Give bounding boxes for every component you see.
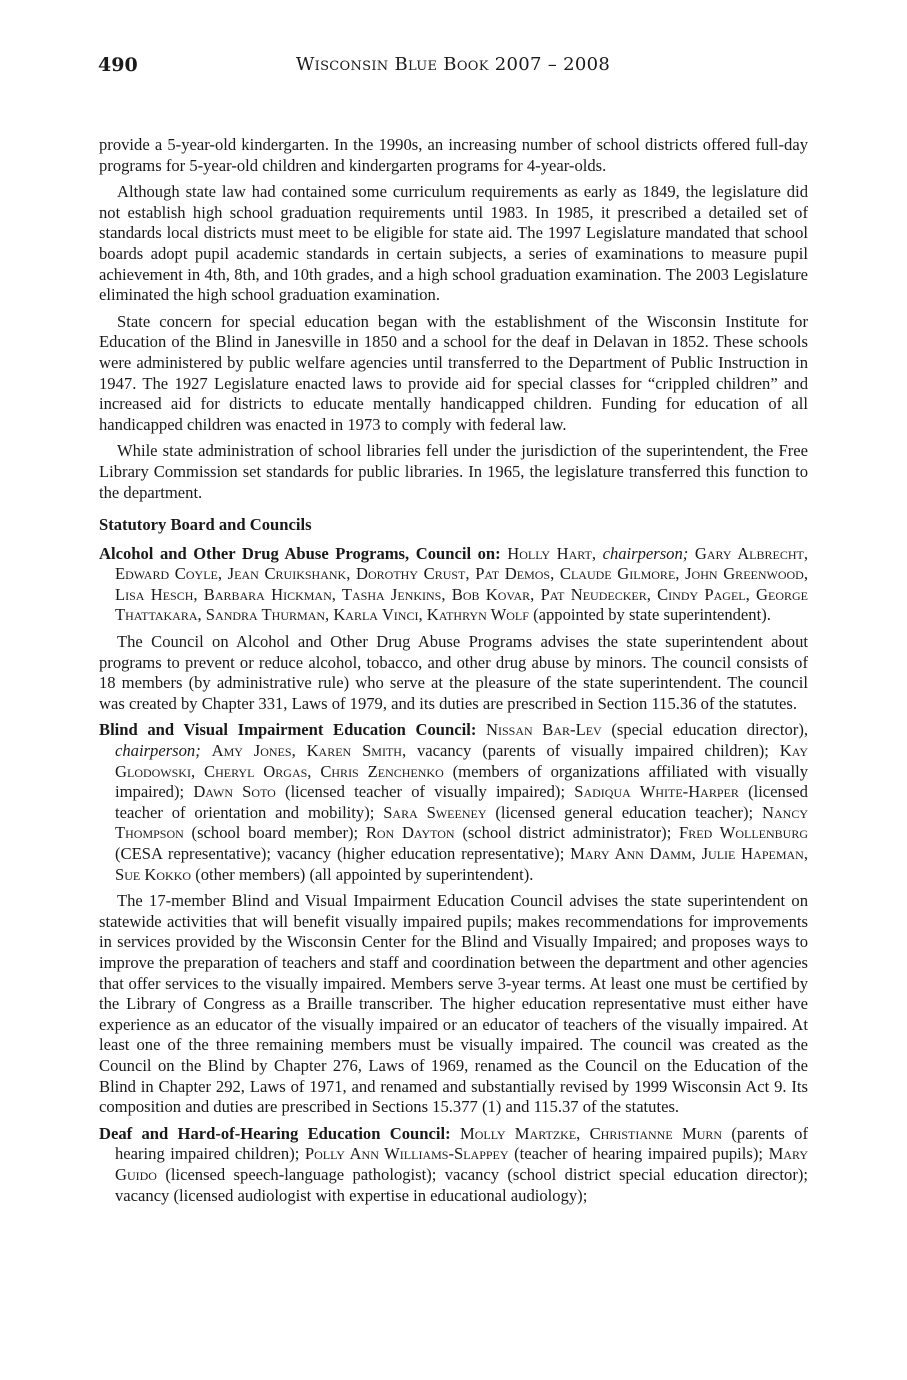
page-number: 490 <box>98 54 138 76</box>
chair-role: chairperson; <box>115 741 201 761</box>
paragraph-libraries: While state administration of school libraries fell under the jurisdiction of the superintendent, the Free Library Commission set standards for public libraries. In 1965, the legislature transferred this function to the department. <box>99 441 808 502</box>
running-title: Wisconsin Blue Book 2007 – 2008 <box>295 54 611 75</box>
member-name: Ron Dayton <box>365 823 455 843</box>
member-name: Nissan Bar-Lev <box>486 720 602 740</box>
member-name: Mary Ann Damm, Julie Hapeman, Sue Kokko <box>115 844 808 884</box>
paragraph-graduation-requirements: Although state law had contained some curriculum requirements as early as 1849, the legislature did not establish high school graduation requirements until 1983. In 1985, it prescribed a detailed set of standards local districts must meet to be eligible for state aid. The 1997 Legislature mandated that school boards adopt pupil academic standards in certain subjects, a series of examinations to measure pupil achievement in 4th, 8th, and 10th grades, and a high school graduation examination. The 2003 Legislature eliminated the high school graduation examination. <box>99 182 808 305</box>
paragraph-kindergarten: provide a 5-year-old kindergarten. In the 1990s, an increasing number of school districts offered full-day programs for 5-year-old children and kindergarten programs for 4-year-olds. <box>99 135 808 175</box>
member-role: (school board member); <box>191 823 359 843</box>
member-name: Sadiqua White-Harper <box>574 782 739 802</box>
member-role: (parents of hearing impaired children); <box>115 1123 808 1164</box>
page-header <box>98 54 808 84</box>
member-role: (members of organizations affiliated with visually impaired); <box>115 761 808 802</box>
member-role: (CESA representative); vacancy (higher education representative); <box>115 844 565 863</box>
entry-deaf-council <box>99 1124 808 1206</box>
member-name: Amy Jones, Karen Smith, <box>211 741 407 761</box>
member-name: Mary Guido <box>115 1144 808 1184</box>
member-name: Kay Glodowski, Cheryl Orgas, Chris Zenchenko <box>115 741 808 781</box>
member-role: (licensed teacher of orientation and mobility); <box>115 782 808 822</box>
member-role: (licensed general education teacher); <box>495 802 754 822</box>
member-role: (licensed teacher of visually impaired); <box>285 782 566 802</box>
member-name: Fred Wollenburg <box>679 823 808 843</box>
member-role: (other members) (all appointed by superintendent). <box>195 864 534 884</box>
description-alcohol-council: The Council on Alcohol and Other Drug Abuse Programs advises the state superintendent about programs to prevent or reduce alcohol, tobacco, and other drug abuse by minors. The council consists of 18 members (by administrative rule) who serve at the pleasure of the state superintendent. The council was created by Chapter 331, Laws of 1979, and its duties are prescribed in Section 115.36 of the statutes. <box>99 632 808 713</box>
member-role: (school district administrator); <box>462 823 672 843</box>
entry-term: Blind and Visual Impairment Education Council: <box>99 720 477 740</box>
member-name: Sara Sweeney <box>383 802 487 822</box>
member-name: Molly Martzke, Christianne Murn <box>459 1123 723 1143</box>
member-role: (teacher of hearing impaired pupils); <box>514 1144 763 1164</box>
page-body <box>99 135 808 1212</box>
chair-role: chairperson; <box>602 543 689 563</box>
member-name: Dawn Soto <box>193 782 276 802</box>
member-role: vacancy (parents of visually impaired children); <box>416 741 769 761</box>
appointment-note: (appointed by state superintendent). <box>533 605 771 625</box>
description-blind-council: The 17-member Blind and Visual Impairment Education Council advises the state superintendent on statewide activities that will benefit visually impaired pupils; makes recommendations for improvements in services provided by the Wisconsin Center for the Blind and Visually Impaired; and proposes ways to improve the preparation of teachers and staff and coordination between the department and other agencies that offer services to the visually impaired. Members serve 3-year terms. At least one must be certified by the Library of Congress as a Braille transcriber. The higher education representative must either have experience as an educator of the visually impaired or an educator of teachers of the visually impaired. At least one of the three remaining members must be visually impaired. The council was created as the Council on the Blind by Chapter 276, Laws of 1969, renamed as the Council on the Education of the Blind in Chapter 292, Laws of 1971, and renamed and substantially revised by 1999 Wisconsin Act 9. Its composition and duties are prescribed in Sections 15.377 (1) and 115.37 of the statutes. <box>99 891 808 1117</box>
member-list: Gary Albrecht, Edward Coyle, Jean Cruikshank, Dorothy Crust, Pat Demos, Claude Gilmore, John Greenwood, Lisa Hesch, Barbara Hickman, Tasha Jenkins, Bob Kovar, Pat Neudecker, Cindy Pagel, George Thattakara, Sandra Thurman, Karla Vinci, Kathryn Wolf <box>115 543 808 625</box>
member-name: Nancy Thompson <box>115 802 809 843</box>
paragraph-special-education: State concern for special education began with the establishment of the Wisconsin Institute for Education of the Blind in Janesville in 1850 and a school for the deaf in Delavan in 1852. These schools were administered by public welfare agencies until transferred to the Department of Public Instruction in 1947. The 1927 Legislature enacted laws to provide aid for special classes for “crippled children” and increased aid for districts to educate mentally handicapped children. Funding for education of all handicapped children was enacted in 1973 to comply with federal law. <box>99 311 808 434</box>
member-name: Polly Ann Williams-Slappey <box>304 1144 509 1164</box>
member-role: (licensed speech-language pathologist); vacancy (school district special education director); vacancy (licensed audiologist with expertise in educational audiology); <box>115 1164 808 1205</box>
entry-term: Alcohol and Other Drug Abuse Programs, Council on: <box>99 543 501 563</box>
entry-term: Deaf and Hard-of-Hearing Education Council: <box>99 1123 451 1143</box>
section-heading: Statutory Board and Councils <box>99 515 312 535</box>
entry-alcohol-council <box>99 544 808 626</box>
chair-name: Holly Hart, <box>507 543 596 563</box>
member-role: (special education director), <box>611 720 808 740</box>
entry-blind-council <box>99 720 808 885</box>
